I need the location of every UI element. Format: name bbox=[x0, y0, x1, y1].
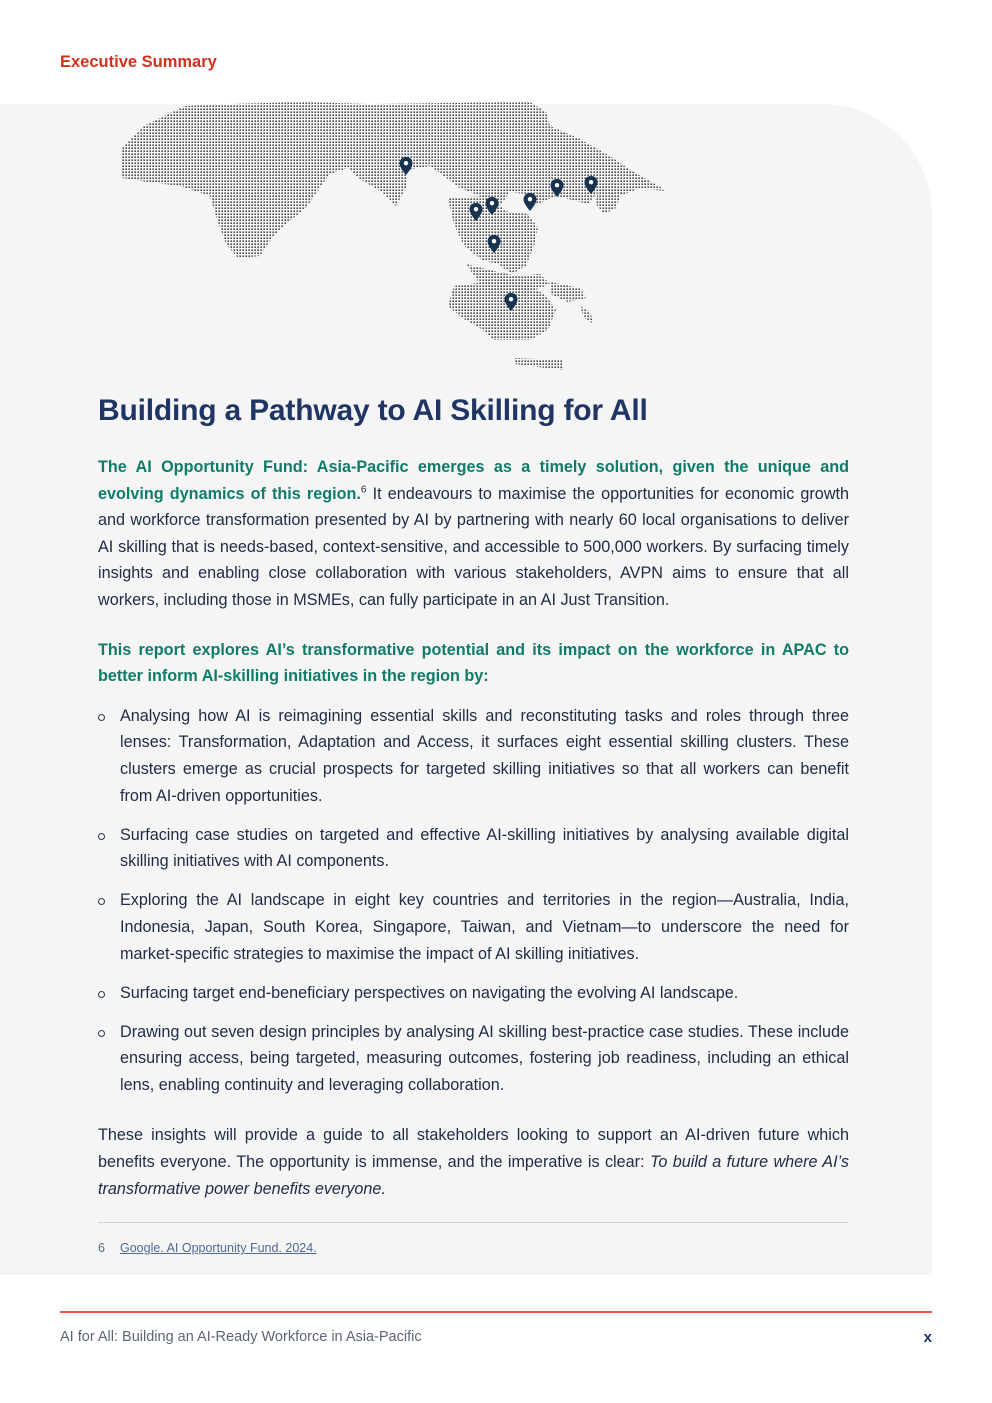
landmass-south-islands bbox=[514, 358, 562, 370]
page-number: x bbox=[923, 1329, 932, 1346]
intro-paragraph bbox=[98, 454, 849, 614]
landmass-new-zealand bbox=[580, 306, 594, 324]
bullet-circle-icon bbox=[98, 714, 105, 721]
intro-body: It endeavours to maximise the opportunities for economic growth and workforce transformation presented by AI by partnering with nearly 60 local organisations to deliver AI skilling that is needs-based, context-sensitive, and accessible to 500,000 workers. By surfacing timely insights and enabling close collaboration with various stakeholders, AVPN aims to ensure that all workers, including those in MSMEs, can fully participate in an AI Just Transition. bbox=[98, 484, 850, 609]
footnote-link[interactable]: Google. AI Opportunity Fund. 2024. bbox=[120, 1241, 317, 1255]
bullet-circle-icon bbox=[98, 898, 105, 905]
bullet-circle-icon bbox=[98, 991, 105, 998]
list-item: Drawing out seven design principles by analysing AI skilling best-practice case studies. These include ensuring access, being targeted, measuring outcomes, fostering job readiness, including an ethical lens, enabling continuity and leveraging collaboration. bbox=[98, 1019, 849, 1099]
footnote-number: 6 bbox=[98, 1241, 105, 1255]
report-lead-in: This report explores AI’s transformative potential and its impact on the workforce in APAC to better inform AI-skilling initiatives in the region by: bbox=[98, 640, 849, 686]
main-content bbox=[98, 454, 849, 1202]
intro-highlight: The AI Opportunity Fund: Asia-Pacific emerges as a timely solution, given the unique and evolving dynamics of this region. bbox=[98, 458, 849, 503]
landmass-eurasia bbox=[122, 102, 664, 258]
list-item: Surfacing case studies on targeted and effective AI-skilling initiatives by analysing available digital skilling initiatives with AI components. bbox=[98, 822, 849, 875]
list-item: Exploring the AI landscape in eight key countries and territories in the region—Australia, India, Indonesia, Japan, South Korea, Singapore, Taiwan, and Vietnam—to underscore the need for market-specific strategies to maximise the impact of AI skilling initiatives. bbox=[98, 887, 849, 967]
closing-text: These insights will provide a guide to all stakeholders looking to support an AI-driven future which benefits everyone. The opportunity is immense, and the imperative is clear: bbox=[98, 1126, 849, 1172]
page-title: Building a Pathway to AI Skilling for All bbox=[98, 394, 648, 427]
footer-divider bbox=[60, 1311, 932, 1313]
closing-paragraph bbox=[98, 1122, 849, 1202]
footnote-ref[interactable]: 6 bbox=[360, 484, 367, 496]
footnote bbox=[98, 1241, 317, 1255]
list-item: Analysing how AI is reimagining essential skills and reconstituting tasks and roles through three lenses: Transformation, Adaptation and Access, it surfaces eight essential skilling clusters. These clusters emerge as crucial prospects for targeted skilling initiatives so that all workers can benefit from AI-driven opportunities. bbox=[98, 703, 849, 809]
bullet-circle-icon bbox=[98, 833, 105, 840]
asia-pacific-map bbox=[110, 96, 680, 381]
bullet-circle-icon bbox=[98, 1030, 105, 1037]
closing-italic: To build a future where AI’s transformative power benefits everyone. bbox=[98, 1153, 849, 1198]
footnote-divider bbox=[98, 1222, 848, 1223]
location-pin-icon bbox=[524, 193, 537, 211]
footer-doc-title: AI for All: Building an AI-Ready Workforce in Asia-Pacific bbox=[60, 1329, 422, 1345]
section-label: Executive Summary bbox=[60, 53, 217, 71]
landmass-papua bbox=[550, 282, 586, 302]
landmass-australia bbox=[448, 280, 556, 340]
list-item: Surfacing target end-beneficiary perspectives on navigating the evolving AI landscape. bbox=[98, 980, 849, 1007]
objectives-list bbox=[98, 703, 849, 1099]
